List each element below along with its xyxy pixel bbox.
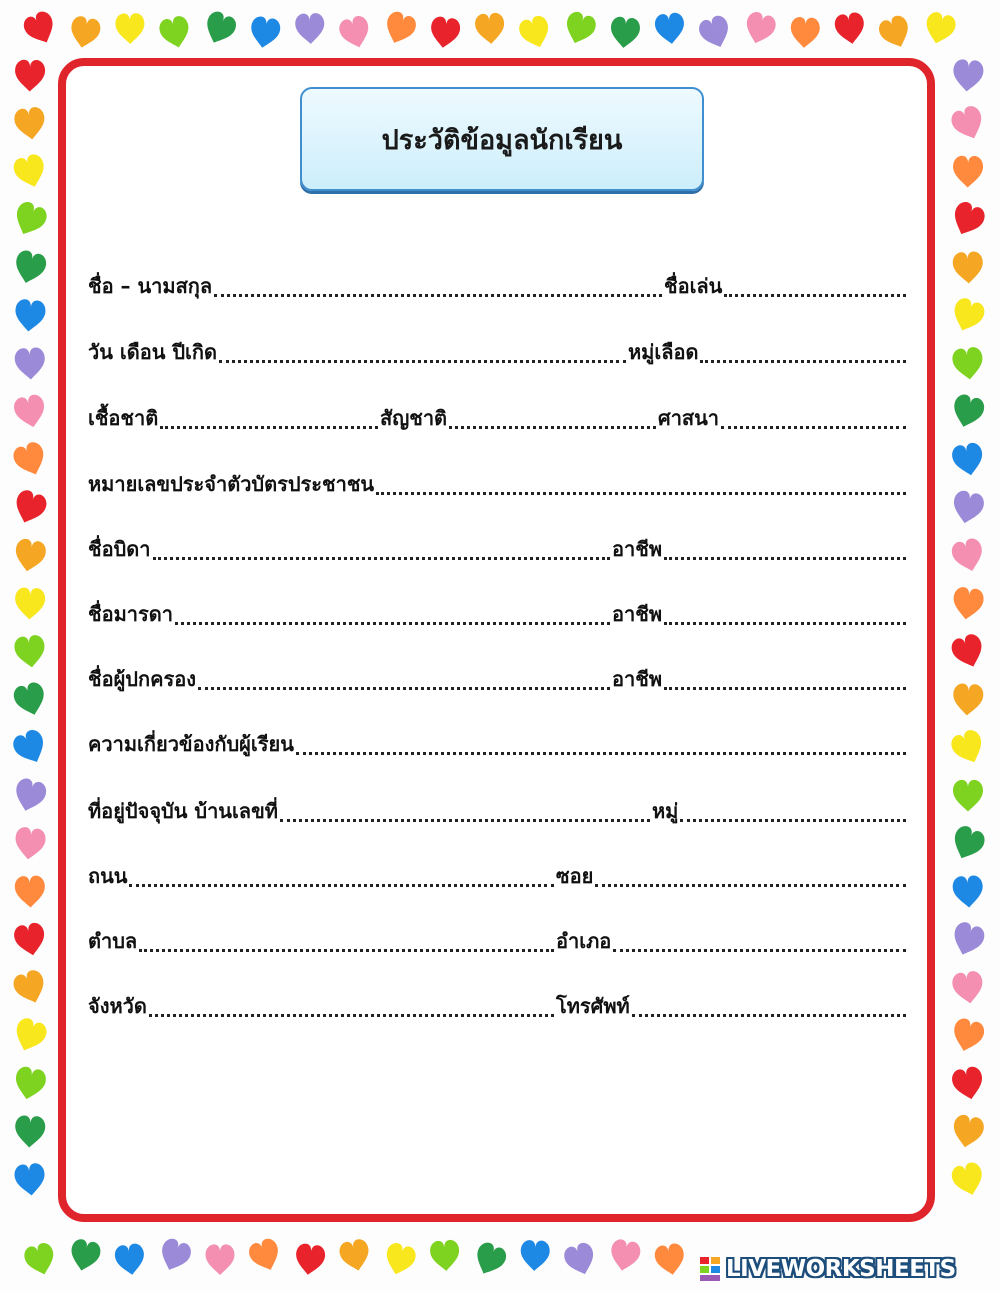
liveworksheets-logo-icon [698, 1256, 722, 1282]
heart-icon [11, 248, 48, 286]
heart-icon [10, 1015, 49, 1055]
field-label: หมายเลขประจำตัวบัตรประชาชน [88, 472, 375, 496]
fill-in-blank[interactable] [296, 752, 906, 755]
heart-icon [11, 968, 50, 1008]
heart-icon [14, 587, 45, 620]
heart-icon [428, 15, 461, 49]
heart-icon [922, 10, 958, 47]
heart-icon [68, 15, 103, 51]
form-row [88, 598, 908, 630]
form-field [612, 663, 908, 695]
heart-icon [67, 1237, 102, 1273]
form-row [88, 402, 908, 434]
fill-in-blank[interactable] [613, 949, 906, 952]
fill-in-blank[interactable] [724, 294, 906, 297]
heart-icon [12, 393, 48, 430]
field-label: หมู่ [652, 799, 679, 823]
heart-icon [293, 1242, 326, 1276]
form-field [652, 795, 908, 827]
heart-icon [950, 1113, 985, 1150]
heart-icon [13, 298, 46, 333]
heart-icon [13, 826, 47, 861]
heart-icon [948, 103, 988, 144]
heart-icon [952, 251, 984, 284]
heart-icon [12, 1065, 48, 1102]
field-label: ชื่อมารดา [88, 602, 173, 626]
form-field [88, 598, 612, 630]
heart-icon [11, 680, 49, 719]
field-label: ชื่อเล่น [664, 274, 723, 298]
field-label: สัญชาติ [380, 406, 448, 430]
heart-icon [338, 1237, 373, 1273]
heart-icon [474, 12, 506, 45]
field-label: ศาสนา [658, 406, 720, 430]
fill-in-blank[interactable] [449, 426, 656, 429]
form-field [556, 990, 908, 1022]
heart-icon [10, 727, 51, 768]
field-label: หมู่เลือด [628, 340, 699, 364]
heart-icon [157, 14, 193, 51]
heart-icon [11, 776, 49, 815]
heart-icon [337, 14, 373, 51]
field-label: ชื่อบิดา [88, 537, 151, 561]
heart-icon [950, 489, 986, 526]
heart-icon [517, 14, 554, 52]
form-field [612, 598, 908, 630]
heart-icon [950, 536, 987, 574]
field-label: ความเกี่ยวข้องกับผู้เรียน [88, 732, 294, 756]
form-field [628, 336, 908, 368]
heart-icon [10, 488, 49, 528]
field-label: อำเภอ [556, 929, 612, 953]
heart-icon [206, 1244, 235, 1275]
heart-icon [200, 9, 239, 48]
form-field [664, 270, 908, 302]
heart-icon [13, 634, 47, 669]
heart-icon [949, 1016, 986, 1054]
fill-in-blank[interactable] [149, 1014, 554, 1017]
heart-icon [952, 59, 985, 93]
heart-icon [381, 9, 419, 48]
field-label: วัน เดือน ปีเกิด [88, 340, 217, 364]
heart-icon [382, 1241, 418, 1278]
heart-icon [470, 1240, 509, 1280]
form-field [88, 795, 652, 827]
heart-icon [429, 1239, 461, 1272]
heart-icon [14, 1115, 46, 1148]
fill-in-blank[interactable] [280, 819, 650, 822]
fill-in-blank[interactable] [680, 819, 906, 822]
heart-icon [653, 1242, 687, 1277]
form-row [88, 728, 908, 760]
fill-in-blank[interactable] [721, 426, 906, 429]
heart-icon [12, 921, 47, 958]
form-field [88, 270, 664, 302]
heart-icon [115, 13, 145, 44]
form-field [88, 533, 612, 565]
fill-in-blank[interactable] [139, 949, 554, 952]
fill-in-blank[interactable] [595, 884, 906, 887]
heart-icon [608, 1238, 642, 1274]
heart-icon [156, 1236, 194, 1275]
heart-icon [833, 11, 866, 46]
heart-icon [15, 60, 46, 92]
fill-in-blank[interactable] [664, 687, 906, 690]
heart-icon [14, 875, 45, 908]
heart-icon [11, 152, 49, 191]
page-frame [58, 58, 935, 1222]
field-label: จังหวัด [88, 994, 147, 1018]
heart-icon [22, 1241, 58, 1278]
heart-icon [562, 1241, 599, 1279]
heart-icon [13, 106, 47, 142]
heart-icon [654, 12, 687, 46]
form-field [556, 860, 908, 892]
heart-icon [246, 1236, 284, 1275]
heart-icon [951, 970, 985, 1006]
fill-in-blank[interactable] [632, 1014, 906, 1017]
heart-icon [520, 1240, 551, 1272]
form-field [88, 336, 628, 368]
fill-in-blank[interactable] [198, 687, 610, 690]
form-field [88, 860, 556, 892]
fill-in-blank[interactable] [219, 360, 626, 363]
field-label: อาชีพ [612, 537, 662, 561]
heart-icon [10, 199, 50, 240]
form-field [88, 402, 380, 434]
form-field [88, 468, 908, 500]
field-label: อาชีพ [612, 602, 662, 626]
form-field [556, 925, 908, 957]
heart-icon [114, 1242, 147, 1276]
field-label: ตำบล [88, 929, 138, 953]
heart-icon [14, 347, 46, 380]
form-field [658, 402, 908, 434]
field-label: ถนน [88, 864, 128, 888]
fill-in-blank[interactable] [214, 294, 662, 297]
field-label: เชื้อชาติ [88, 406, 159, 430]
heart-icon [21, 9, 60, 49]
form-row [88, 270, 908, 302]
heart-icon [950, 441, 985, 478]
heart-icon [11, 439, 50, 479]
heart-icon [248, 15, 282, 50]
form-field [88, 663, 612, 695]
fill-in-blank[interactable] [664, 557, 906, 560]
fill-in-blank[interactable] [664, 622, 906, 625]
fill-in-blank[interactable] [129, 884, 554, 887]
form-row [88, 860, 908, 892]
form-row [88, 663, 908, 695]
fill-in-blank[interactable] [160, 426, 378, 429]
fill-in-blank[interactable] [175, 622, 610, 625]
form-row [88, 795, 908, 827]
heart-icon [789, 16, 820, 49]
heart-icon [952, 875, 984, 909]
fill-in-blank[interactable] [700, 360, 906, 363]
form-row [88, 336, 908, 368]
heart-icon [951, 346, 985, 381]
heart-icon [609, 16, 641, 49]
heart-icon [561, 9, 598, 47]
form-field [88, 990, 556, 1022]
heart-icon [952, 683, 984, 717]
heart-icon [948, 920, 987, 960]
heart-icon [949, 632, 988, 672]
footer-brand: LIVEWORKSHEETS [726, 1256, 956, 1282]
heart-icon [953, 156, 984, 188]
heart-icon [12, 537, 47, 574]
form-field [612, 533, 908, 565]
fill-in-blank[interactable] [153, 557, 611, 560]
form-row [88, 533, 908, 565]
heart-icon [949, 1160, 987, 1199]
footer-watermark [698, 1252, 994, 1286]
heart-icon [696, 13, 734, 52]
form-field [88, 728, 908, 760]
field-label: ชื่อผู้ปกครอง [88, 667, 197, 691]
heart-icon [948, 296, 987, 336]
field-label: ที่อยู่ปัจจุบัน บ้านเลขที่ [88, 799, 278, 823]
form-field [88, 925, 556, 957]
field-label: โทรศัพท์ [556, 994, 630, 1018]
heart-icon [876, 13, 914, 52]
field-label: อาชีพ [612, 667, 662, 691]
heart-icon [295, 13, 326, 45]
heart-icon [950, 1065, 986, 1102]
heart-icon [949, 392, 987, 431]
heart-icon [13, 1162, 46, 1197]
heart-icon [741, 10, 778, 48]
heart-icon [948, 823, 988, 864]
fill-in-blank[interactable] [376, 492, 906, 495]
heart-icon [948, 727, 988, 768]
form-row [88, 925, 908, 957]
form-row [88, 990, 908, 1022]
page-title: ประวัติข้อมูลนักเรียน [300, 87, 704, 191]
heart-icon [948, 199, 988, 240]
field-label: ซอย [556, 864, 594, 888]
heart-icon [951, 586, 985, 622]
form-field [380, 402, 658, 434]
form-row [88, 468, 908, 500]
field-label: ชื่อ – นามสกุล [88, 274, 213, 298]
heart-icon [953, 780, 983, 812]
